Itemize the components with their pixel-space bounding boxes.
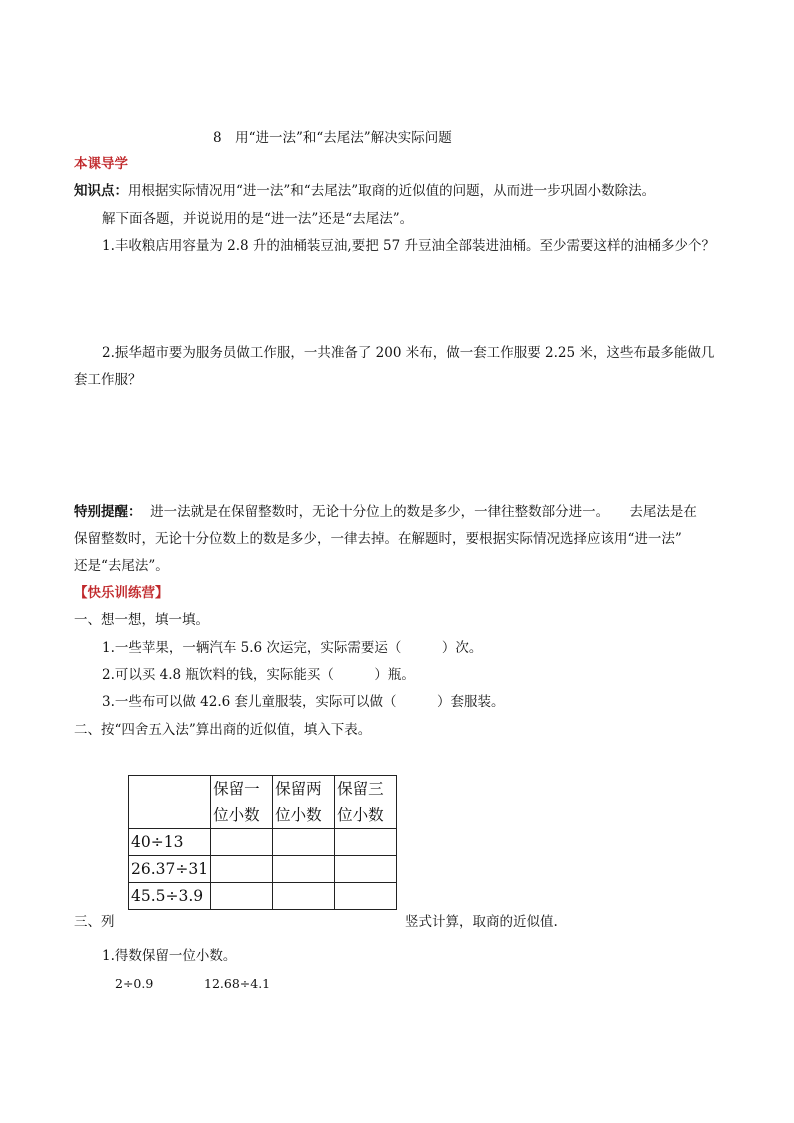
knowledge-point <box>74 179 655 199</box>
knowledge-label: 知识点： <box>74 183 128 199</box>
answer-cell[interactable] <box>211 829 273 856</box>
answer-cell[interactable] <box>335 883 397 910</box>
special-note-line-2: 保留整数时，无论十分位数上的数是多少，一律去掉。在解题时，要根据实际情况选择应该用“进一法” <box>74 531 682 547</box>
part1-heading: 一、想一想，填一填。 <box>74 612 209 628</box>
intro-text: 解下面各题，并说说用的是“进一法”还是“去尾法”。 <box>102 211 414 227</box>
section-training-heading: 【快乐训练营】 <box>74 585 169 601</box>
part3-sub-1: 1.得数保留一位小数。 <box>102 948 237 964</box>
part2-heading: 二、按“四舍五入法”算出商的近似值，填入下表。 <box>74 722 372 738</box>
special-note-line-3: 还是“去尾法”。 <box>74 558 169 574</box>
page-title: 8 用“进一法”和“去尾法”解决实际问题 <box>213 130 452 146</box>
answer-cell[interactable] <box>273 883 335 910</box>
table-row-label: 45.5÷3.9 <box>129 883 211 910</box>
table-row-label: 26.37÷31 <box>129 856 211 883</box>
answer-cell[interactable] <box>273 856 335 883</box>
answer-cell[interactable] <box>211 883 273 910</box>
problem-2-line-1: 2.振华超市要为服务员做工作服，一共准备了 200 米布，做一套工作服要 2.25 米，这些布最多能做几 <box>102 345 715 361</box>
quotient-table <box>128 775 397 910</box>
table-header-one-decimal: 保留一 位小数 <box>211 776 273 829</box>
part1-item-2: 2.可以买 4.8 瓶饮料的钱，实际能买（ ）瓶。 <box>102 667 415 683</box>
answer-cell[interactable] <box>211 856 273 883</box>
part3-heading-right: 竖式计算，取商的近似值. <box>405 914 558 930</box>
problem-2-line-2: 套工作服？ <box>74 372 142 388</box>
expression-1: 2÷0.9 <box>115 976 154 991</box>
table-header-row <box>129 776 397 829</box>
problem-1: 1.丰收粮店用容量为 2.8 升的油桶装豆油,要把 57 升豆油全部装进油桶。至少需要这样的油桶多少个？ <box>102 238 715 254</box>
expression-2: 12.68÷4.1 <box>204 976 271 991</box>
section-guide-heading: 本课导学 <box>74 156 128 172</box>
special-note-text-1: 进一法就是在保留整数时，无论十分位上的数是多少，一律往整数部分进一。 去尾法是在 <box>150 504 697 520</box>
table-header-three-decimals: 保留三 位小数 <box>335 776 397 829</box>
part3-heading-left: 三、列 <box>74 914 115 930</box>
knowledge-text: 用根据实际情况用“进一法”和“去尾法”取商的近似值的问题，从而进一步巩固小数除法。 <box>128 183 656 199</box>
table-row <box>129 829 397 856</box>
table-header-two-decimals: 保留两 位小数 <box>273 776 335 829</box>
table-row <box>129 856 397 883</box>
special-note-line-1 <box>74 500 697 520</box>
part1-item-1: 1.一些苹果，一辆汽车 5.6 次运完，实际需要运（ ）次。 <box>102 640 483 656</box>
table-row-label: 40÷13 <box>129 829 211 856</box>
special-note-label: 特别提醒： <box>74 504 142 520</box>
table-corner-cell <box>129 776 211 829</box>
answer-cell[interactable] <box>335 829 397 856</box>
answer-cell[interactable] <box>273 829 335 856</box>
answer-cell[interactable] <box>335 856 397 883</box>
table-row <box>129 883 397 910</box>
part1-item-3: 3.一些布可以做 42.6 套儿童服装，实际可以做（ ）套服装。 <box>102 694 505 710</box>
